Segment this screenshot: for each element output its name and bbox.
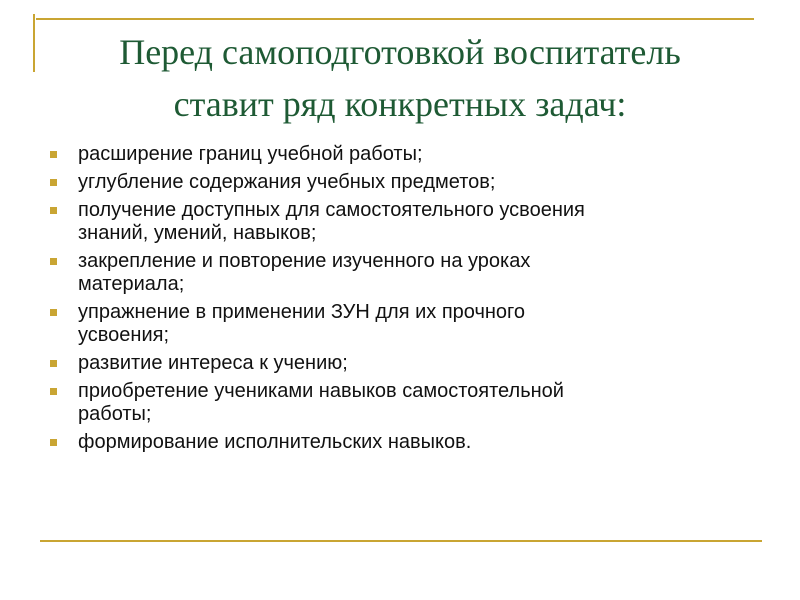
bullet-item xyxy=(50,171,740,194)
bullet-text-line-2: знаний, умений, навыков; xyxy=(78,222,317,244)
bullet-text-line-1: упражнение в применении ЗУН для их прочного xyxy=(78,301,526,323)
bullet-text-line-1: приобретение учениками навыков самостоятельной xyxy=(78,380,564,402)
bullet-item xyxy=(50,352,740,375)
square-bullet-icon xyxy=(50,258,57,265)
bullet-text-line-2: работы; xyxy=(78,403,152,425)
bullet-text-line-1: получение доступных для самостоятельного усвоения xyxy=(78,199,585,221)
bullet-text-line-1: углубление содержания учебных предметов; xyxy=(78,171,496,193)
square-bullet-icon xyxy=(50,388,57,395)
square-bullet-icon xyxy=(50,360,57,367)
bullet-text-line-1: развитие интереса к учению; xyxy=(78,352,348,374)
bullet-list xyxy=(50,143,740,459)
bullet-text-line-1: расширение границ учебной работы; xyxy=(78,143,423,165)
square-bullet-icon xyxy=(50,207,57,214)
bullet-item xyxy=(50,143,740,166)
bullet-item xyxy=(50,250,740,296)
bullet-text-line-2: материала; xyxy=(78,273,185,295)
bullet-item xyxy=(50,199,740,245)
square-bullet-icon xyxy=(50,309,57,316)
top-divider xyxy=(36,18,754,20)
square-bullet-icon xyxy=(50,179,57,186)
slide-title xyxy=(40,26,760,130)
square-bullet-icon xyxy=(50,439,57,446)
bullet-text-line-2: усвоения; xyxy=(78,324,170,346)
slide-title-line-2: ставит ряд конкретных задач: xyxy=(173,84,627,124)
bullet-text-line-1: закрепление и повторение изученного на уроках xyxy=(78,250,531,272)
left-divider xyxy=(33,14,35,72)
square-bullet-icon xyxy=(50,151,57,158)
bullet-item xyxy=(50,431,740,454)
bottom-divider xyxy=(40,540,762,542)
bullet-item xyxy=(50,301,740,347)
bullet-text-line-1: формирование исполнительских навыков. xyxy=(78,431,472,453)
bullet-item xyxy=(50,380,740,426)
slide-title-line-1: Перед самоподготовкой воспитатель xyxy=(119,32,681,72)
